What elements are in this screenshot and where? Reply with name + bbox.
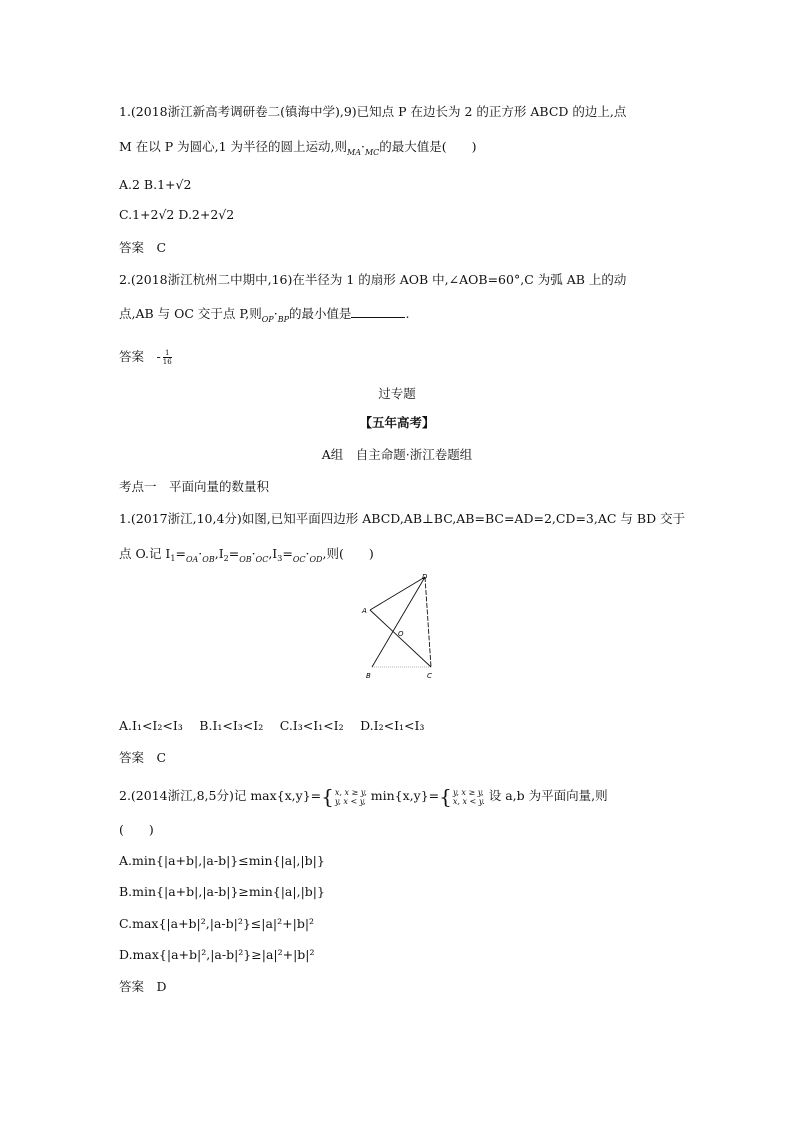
q3-option-a: A.I₁<I₂<I₃ xyxy=(119,718,183,733)
vector-mc: MC xyxy=(364,148,380,157)
dot-operator: · xyxy=(198,546,203,561)
subscript: 2 xyxy=(223,554,229,563)
q3-text: ,I xyxy=(268,546,278,561)
q4-text-end: 设 a,b 为平面向量,则 xyxy=(484,788,608,803)
vector-oc: OC xyxy=(255,555,269,564)
q4-paren: ( ) xyxy=(119,822,154,837)
equals: = xyxy=(175,546,186,561)
q4-text: min{x,y}= xyxy=(366,788,440,803)
q4-option-c: C.max{|a+b|²,|a-b|²}≤|a|²+|b|² xyxy=(119,916,315,931)
vector-oc: OC xyxy=(292,555,306,564)
q3-text: 点 O.记 I xyxy=(119,546,171,561)
q3-option-d: D.I₂<I₁<I₃ xyxy=(360,718,425,733)
q3-option-b: B.I₁<I₃<I₂ xyxy=(199,718,264,733)
q3-line2 xyxy=(119,546,374,568)
vector-ma: MA xyxy=(347,148,361,157)
q2-period: . xyxy=(405,306,410,321)
q1-line2 xyxy=(119,139,477,161)
vector-oa: OA xyxy=(185,555,199,564)
min-case-top: y, x ≥ y, xyxy=(452,787,484,797)
q3-answer: 答案 C xyxy=(119,750,167,765)
q4-line1 xyxy=(119,786,608,807)
fraction xyxy=(163,349,172,366)
q4-answer: 答案 D xyxy=(119,979,167,994)
min-cases xyxy=(453,788,485,806)
q4-text: 2.(2014浙江,8,5分)记 max{x,y}= xyxy=(119,788,322,803)
q1-line2-end: 的最大值是( ) xyxy=(379,139,477,154)
section-title: 过专题 xyxy=(378,386,416,401)
equals: = xyxy=(228,546,240,561)
section-subtitle: 【五年高考】 xyxy=(359,415,435,430)
fraction-denominator: 16 xyxy=(162,358,172,366)
q2-answer xyxy=(119,349,172,366)
left-brace: { xyxy=(439,784,452,809)
vector-bp: BP xyxy=(277,315,289,324)
q1-line1: 1.(2018浙江新高考调研卷二(镇海中学),9)已知点 P 在边长为 2 的正方形 ABCD 的边上,点 xyxy=(119,104,627,119)
subscript: 3 xyxy=(277,554,283,563)
q1-options-cd: C.1+2√2 D.2+2√2 xyxy=(119,207,235,222)
answer-blank xyxy=(351,307,405,318)
q4-option-b: B.min{|a+b|,|a-b|}≥min{|a|,|b|} xyxy=(119,884,325,899)
q4-option-a: A.min{|a+b|,|a-b|}≤min{|a|,|b|} xyxy=(119,853,325,868)
dot-operator: · xyxy=(360,139,365,154)
label-c: C xyxy=(427,672,432,680)
label-o: O xyxy=(398,630,404,638)
edge-ad xyxy=(370,577,425,610)
label-a: A xyxy=(362,607,367,615)
q3-option-c: C.I₃<I₁<I₂ xyxy=(279,718,344,733)
max-case-top: x, x ≥ y, xyxy=(334,787,367,797)
q3-text-end: ,则( ) xyxy=(322,546,374,561)
q3-options xyxy=(119,718,424,734)
quadrilateral-figure xyxy=(355,572,445,682)
q2-answer-label: 答案 - xyxy=(119,349,161,364)
max-case-bottom: y, x < y, xyxy=(334,796,366,806)
dot-operator: · xyxy=(305,546,310,561)
q2-line2-text: 点,AB 与 OC 交于点 P,则 xyxy=(119,306,262,321)
label-b: B xyxy=(366,672,371,680)
vector-ob: OB xyxy=(202,555,215,564)
vector-ob: OB xyxy=(239,555,252,564)
fraction-numerator: 1 xyxy=(164,349,170,357)
q3-text: ,I xyxy=(214,546,224,561)
equals: = xyxy=(282,546,293,561)
q3-line1: 1.(2017浙江,10,4分)如图,已知平面四边形 ABCD,AB⊥BC,AB=BC=AD=2,CD=3,AC 与 BD 交于 xyxy=(119,511,686,526)
max-cases xyxy=(335,788,367,806)
q2-line1: 2.(2018浙江杭州二中期中,16)在半径为 1 的扇形 AOB 中,∠AOB=60°,C 为弧 AB 上的动 xyxy=(119,272,627,287)
q1-line2-text: M 在以 P 为圆心,1 为半径的圆上运动,则 xyxy=(119,139,348,154)
q2-line2 xyxy=(119,306,409,328)
left-brace: { xyxy=(321,784,334,809)
dot-operator: · xyxy=(251,546,256,561)
q4-option-d: D.max{|a+b|²,|a-b|²}≥|a|²+|b|² xyxy=(119,947,315,962)
label-d: D xyxy=(422,573,428,581)
vector-od: OD xyxy=(309,555,323,564)
edge-dc xyxy=(425,577,431,667)
dot-operator: · xyxy=(273,306,278,321)
subscript: 1 xyxy=(170,554,176,563)
q1-answer: 答案 C xyxy=(119,240,167,255)
group-heading: A组 自主命题·浙江卷题组 xyxy=(321,447,473,462)
min-case-bottom: x, x < y. xyxy=(452,796,485,806)
q2-line2-end: 的最小值是 xyxy=(288,306,352,321)
vector-op: OP xyxy=(261,315,274,324)
q1-options-ab: A.2 B.1+√2 xyxy=(119,177,192,192)
point-heading: 考点一 平面向量的数量积 xyxy=(119,479,270,494)
